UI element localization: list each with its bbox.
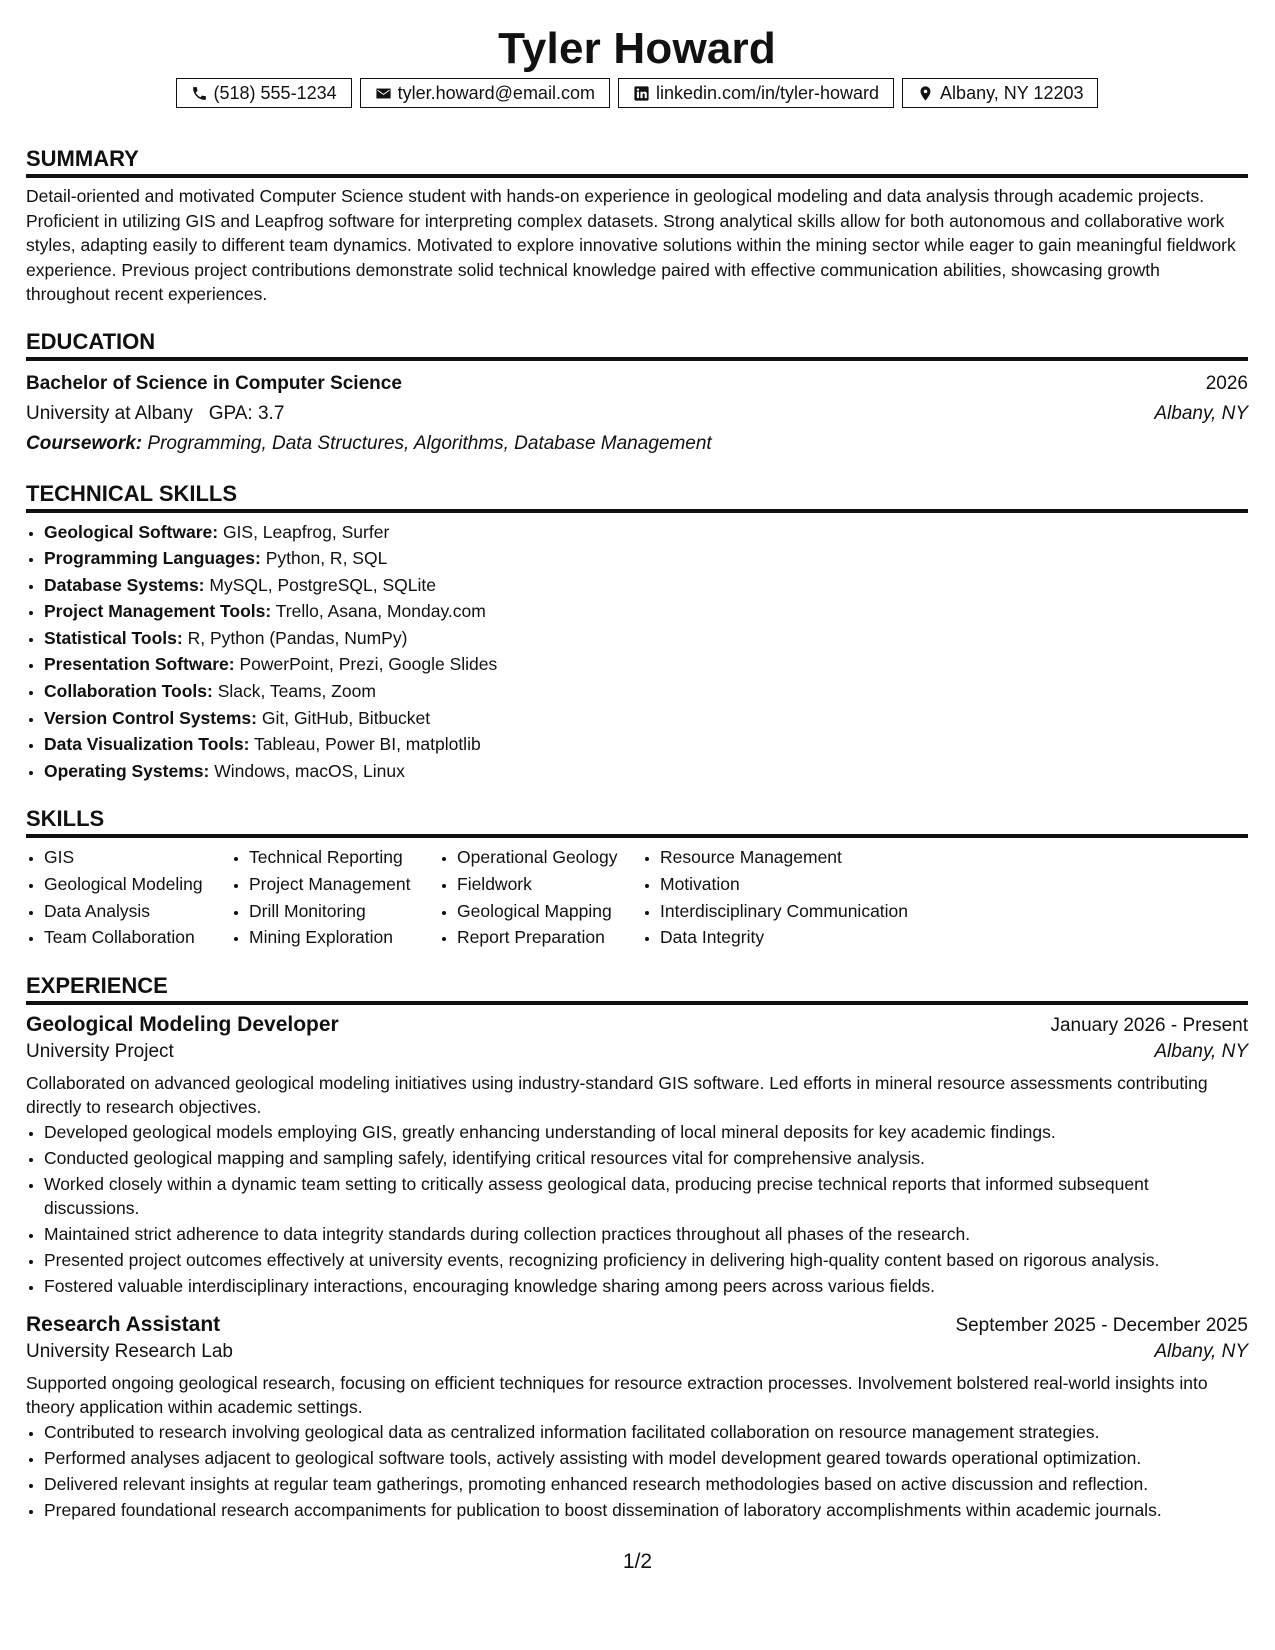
- skills-grid: [26, 844, 1248, 950]
- skills-heading: SKILLS: [26, 806, 1248, 838]
- phone-text: (518) 555-1234: [213, 83, 337, 103]
- list-item: • Delivered relevant insights at regular team gatherings, promoting enhanced research methodologies based on active discussion and reflection.: [44, 1472, 1248, 1497]
- list-item: [44, 731, 1248, 758]
- list-item: • Data Analysis: [44, 898, 231, 925]
- candidate-name: Tyler Howard: [498, 24, 776, 73]
- education-heading: EDUCATION: [26, 329, 1248, 361]
- phone-icon: [191, 85, 208, 102]
- resume-page: [26, 0, 1248, 1524]
- summary-text: Detail-oriented and motivated Computer Science student with hands-on experience in geological modeling and data analysis through academic projects. Proficient in utilizing GIS and Leapfrog software for interpreting complex datasets. Strong analytical skills allow for both autonomous and collaborative work styles, adapting easily to different team dynamics. Motivated to explore innovative solutions within the mining sector while eager to gain meaningful fieldwork experience. Previous project contributions demonstrate solid technical knowledge paired with effective communication abilities, showcasing growth throughout recent experiences.: [26, 186, 1236, 304]
- phone-chip: [176, 78, 352, 108]
- list-item: • Presented project outcomes effectively at university events, recognizing proficiency in delivering high-quality content based on rigorous analysis.: [44, 1248, 1248, 1273]
- list-item: • Fieldwork: [457, 871, 642, 898]
- job-bullets: [26, 1420, 1248, 1523]
- education-section: [26, 329, 1248, 459]
- skills-column: [26, 844, 231, 950]
- list-item: • Interdisciplinary Communication: [660, 898, 960, 925]
- linkedin-chip[interactable]: [618, 78, 894, 108]
- email-chip[interactable]: [360, 78, 610, 108]
- job-location: Albany, NY: [1154, 1340, 1248, 1362]
- skill-category: Version Control Systems:: [44, 707, 257, 728]
- job-title: Geological Modeling Developer: [26, 1012, 339, 1036]
- list-item: • Report Preparation: [457, 924, 642, 951]
- summary-section: [26, 146, 1248, 307]
- school-name: University at Albany: [26, 402, 193, 424]
- skill-category: Project Management Tools:: [44, 601, 272, 622]
- list-item: • Motivation: [660, 871, 960, 898]
- list-item: • Contributed to research involving geological data as centralized information facilitated collaboration on resource management strategies.: [44, 1420, 1248, 1445]
- list-item: [44, 545, 1248, 572]
- list-item: [44, 625, 1248, 652]
- skills-column: [231, 844, 439, 950]
- graduation-year: 2026: [1205, 372, 1248, 394]
- list-item: • Team Collaboration: [44, 924, 231, 951]
- list-item: • Geological Modeling: [44, 871, 231, 898]
- experience-section: [26, 973, 1248, 1523]
- job-description: Supported ongoing geological research, focusing on efficient techniques for resource extraction processes. Involvement bolstered real-world insights into theory application within academic settings.: [26, 1372, 1208, 1418]
- coursework-line: [26, 429, 1248, 459]
- list-item: • Performed analyses adjacent to geological software tools, actively assisting with model development geared towards operational optimization.: [44, 1446, 1248, 1471]
- skill-values: Python, R, SQL: [265, 548, 388, 569]
- list-item: • GIS: [44, 844, 231, 871]
- coursework-label: Coursework:: [26, 432, 143, 454]
- list-item: • Project Management: [249, 871, 439, 898]
- skill-values: R, Python (Pandas, NumPy): [187, 627, 408, 648]
- list-item: • Prepared foundational research accompaniments for publication to boost dissemination of laboratory accomplishments within academic journals.: [44, 1498, 1248, 1523]
- coursework-text: Programming, Data Structures, Algorithms, Database Management: [147, 432, 712, 454]
- list-item: • Data Integrity: [660, 924, 960, 951]
- gpa: GPA: 3.7: [208, 402, 285, 424]
- job-dates: January 2026 - Present: [1050, 1014, 1248, 1036]
- skills-column: [439, 844, 642, 950]
- list-item: • Worked closely within a dynamic team setting to critically assess geological data, producing precise technical reports that informed subsequent discussions.: [44, 1172, 1248, 1221]
- job-title: Research Assistant: [26, 1312, 221, 1336]
- list-item: • Mining Exploration: [249, 924, 439, 951]
- list-item: • Developed geological models employing GIS, greatly enhancing understanding of local mineral deposits for key academic findings.: [44, 1120, 1248, 1145]
- list-item: [44, 758, 1248, 785]
- job-organization: University Project: [26, 1040, 174, 1062]
- skill-values: Trello, Asana, Monday.com: [275, 601, 486, 622]
- school-line: [26, 399, 284, 429]
- skill-category: Presentation Software:: [44, 654, 235, 675]
- list-item: • Conducted geological mapping and sampling safely, identifying critical resources vital for comprehensive analysis.: [44, 1146, 1248, 1171]
- job-entry: [26, 1313, 1248, 1523]
- skills-column: [642, 844, 960, 950]
- summary-heading: SUMMARY: [26, 146, 1248, 178]
- skill-values: GIS, Leapfrog, Surfer: [222, 521, 390, 542]
- skill-category: Statistical Tools:: [44, 627, 183, 648]
- skills-section: [26, 806, 1248, 950]
- location-text: Albany, NY 12203: [940, 83, 1084, 103]
- technical-skills-list: [26, 519, 1248, 785]
- degree: Bachelor of Science in Computer Science: [26, 372, 402, 394]
- job-entry: [26, 1013, 1248, 1299]
- school-location: Albany, NY: [1154, 402, 1248, 424]
- job-location: Albany, NY: [1154, 1040, 1248, 1062]
- skill-category: Collaboration Tools:: [44, 681, 213, 702]
- list-item: • Fostered valuable interdisciplinary interactions, encouraging knowledge sharing among peers across various fields.: [44, 1274, 1248, 1299]
- list-item: • Operational Geology: [457, 844, 642, 871]
- linkedin-text: linkedin.com/in/tyler-howard: [655, 83, 880, 103]
- list-item: • Drill Monitoring: [249, 898, 439, 925]
- skill-values: PowerPoint, Prezi, Google Slides: [239, 654, 498, 675]
- location-chip: [902, 78, 1098, 108]
- list-item: [44, 519, 1248, 546]
- list-item: • Resource Management: [660, 844, 960, 871]
- list-item: [44, 705, 1248, 732]
- skill-category: Geological Software:: [44, 521, 219, 542]
- list-item: [44, 598, 1248, 625]
- skill-category: Operating Systems:: [44, 760, 210, 781]
- envelope-icon: [375, 85, 392, 102]
- list-item: [44, 572, 1248, 599]
- contact-bar: [26, 78, 1248, 108]
- technical-skills-heading: TECHNICAL SKILLS: [26, 481, 1248, 513]
- skill-category: Data Visualization Tools:: [44, 734, 250, 755]
- map-marker-icon: [917, 85, 934, 102]
- skill-values: Git, GitHub, Bitbucket: [261, 707, 431, 728]
- list-item: [44, 651, 1248, 678]
- skill-values: Tableau, Power BI, matplotlib: [254, 734, 481, 755]
- job-bullets: [26, 1120, 1248, 1299]
- list-item: • Technical Reporting: [249, 844, 439, 871]
- skill-category: Database Systems:: [44, 574, 205, 595]
- skill-values: Slack, Teams, Zoom: [217, 681, 376, 702]
- page-number: 1/2: [622, 1550, 653, 1573]
- email-text: tyler.howard@email.com: [397, 83, 595, 103]
- linkedin-icon: [633, 85, 650, 102]
- job-description: Collaborated on advanced geological modeling initiatives using industry-standard GIS software. Led efforts in mineral resource assessments contributing directly to research objectives.: [26, 1072, 1208, 1118]
- job-organization: University Research Lab: [26, 1340, 233, 1362]
- experience-heading: EXPERIENCE: [26, 973, 1248, 1005]
- skill-category: Programming Languages:: [44, 548, 261, 569]
- list-item: • Geological Mapping: [457, 898, 642, 925]
- list-item: [44, 678, 1248, 705]
- technical-skills-section: [26, 481, 1248, 785]
- list-item: • Maintained strict adherence to data integrity standards during collection practices throughout all phases of the research.: [44, 1222, 1248, 1247]
- skill-values: Windows, macOS, Linux: [214, 760, 405, 781]
- skill-values: MySQL, PostgreSQL, SQLite: [209, 574, 436, 595]
- job-dates: September 2025 - December 2025: [955, 1314, 1248, 1336]
